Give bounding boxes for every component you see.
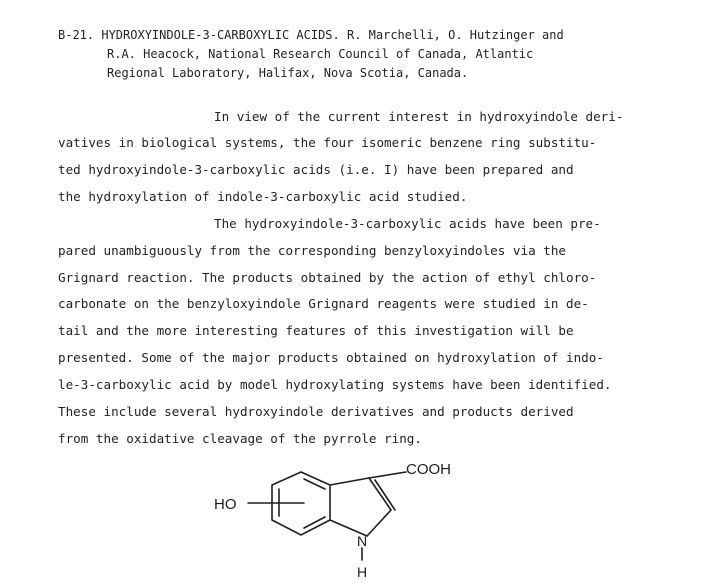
body-line-3: ted hydroxyindole-3-carboxylic acids (i.e. I) have been prepared and bbox=[58, 162, 574, 177]
body-line-4: the hydroxylation of indole-3-carboxylic acid studied. bbox=[58, 189, 468, 204]
carboxyl-bond bbox=[369, 472, 406, 478]
body-line-5: The hydroxyindole-3-carboxylic acids have been pre- bbox=[214, 216, 601, 231]
body-line-9: tail and the more interesting features of this investigation will be bbox=[58, 323, 574, 338]
body-line-6: pared unambiguously from the corresponding benzyloxyindoles via the bbox=[58, 243, 566, 258]
abstract-header-line-2: R.A. Heacock, National Research Council of Canada, Atlantic bbox=[107, 47, 534, 61]
pyrrole-ring bbox=[330, 478, 391, 536]
body-line-12: These include several hydroxyindole derivatives and products derived bbox=[58, 404, 574, 419]
body-line-8: carbonate on the benzyloxyindole Grignard reagents were studied in de- bbox=[58, 296, 589, 311]
body-line-2: vatives in biological systems, the four isomeric benzene ring substitu- bbox=[58, 135, 597, 150]
nitrogen-label: N bbox=[357, 533, 368, 549]
body-line-7: Grignard reaction. The products obtained by the action of ethyl chloro- bbox=[58, 270, 597, 285]
body-line-11: le-3-carboxylic acid by model hydroxylating systems have been identified. bbox=[58, 377, 612, 392]
carboxyl-label: COOH bbox=[406, 461, 451, 478]
abstract-header-line-1: B-21. HYDROXYINDOLE-3-CARBOXYLIC ACIDS. R. Marchelli, O. Hutzinger and bbox=[58, 28, 564, 42]
body-line-1: In view of the current interest in hydroxyindole deri- bbox=[214, 109, 624, 124]
body-line-10: presented. Some of the major products obtained on hydroxylation of indo- bbox=[58, 350, 604, 365]
abstract-header-line-3: Regional Laboratory, Halifax, Nova Scotia, Canada. bbox=[107, 66, 469, 80]
hydrogen-label: H bbox=[357, 564, 368, 580]
body-line-13: from the oxidative cleavage of the pyrrole ring. bbox=[58, 431, 422, 446]
hydroxyl-label: HO bbox=[214, 496, 237, 513]
